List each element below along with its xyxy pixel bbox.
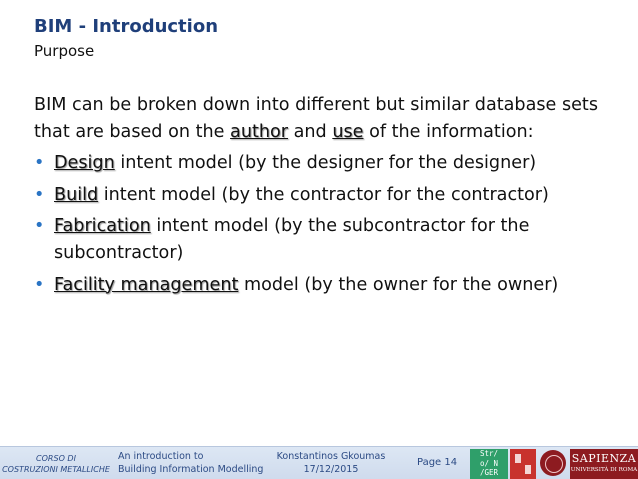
logo-line-3: /GER <box>479 468 499 477</box>
lecture-title <box>118 450 263 476</box>
course-name <box>0 453 112 475</box>
bullet-dot-icon: • <box>34 153 45 174</box>
list-item-fabrication <box>34 213 614 266</box>
department-logo-icon <box>510 449 536 479</box>
build-term: Build <box>54 184 99 205</box>
author-name: Konstantinos Gkoumas <box>276 451 386 462</box>
author-date <box>275 450 387 476</box>
bullet-dot-icon: • <box>34 216 45 237</box>
university-name: SAPIENZA <box>571 452 637 465</box>
intro-text-2: and <box>288 121 333 142</box>
page-number: Page 14 <box>417 457 458 468</box>
university-logo <box>570 449 638 479</box>
course-line-1: CORSO DI <box>36 454 76 463</box>
course-line-2: COSTRUZIONI METALLICHE <box>2 465 110 474</box>
intro-text-3: of the information: <box>363 121 534 142</box>
lecture-line-2: Building Information Modelling <box>118 464 264 475</box>
intro-text-1: BIM can be broken down into different but similar database sets that are based on the <box>34 95 598 142</box>
slide-footer <box>0 446 638 479</box>
list-item-build <box>34 182 614 209</box>
bullet-dot-icon: • <box>34 184 45 205</box>
model-list <box>34 150 614 298</box>
logo-line-2: o/ N <box>479 458 499 468</box>
logo-line-1: Str/ <box>479 449 499 458</box>
structural-engineering-logo-icon <box>470 449 508 479</box>
university-subtitle: UNIVERSITÀ DI ROMA <box>570 467 638 473</box>
intro-paragraph <box>34 92 614 145</box>
author-term: author <box>230 121 289 142</box>
facility-management-description: model (by the owner for the owner) <box>238 274 559 295</box>
lecture-date: 17/12/2015 <box>303 464 359 475</box>
university-seal-icon <box>540 450 566 476</box>
slide-body <box>34 92 614 298</box>
design-term: Design <box>54 153 115 174</box>
fabrication-description: intent model (by the subcontractor for the subcontractor) <box>54 216 530 263</box>
lecture-line-1: An introduction to <box>118 451 204 462</box>
slide-title: BIM - Introduction <box>34 16 219 37</box>
bullet-dot-icon: • <box>34 274 45 295</box>
build-description: intent model (by the contractor for the contractor) <box>98 184 549 205</box>
facility-management-term: Facility management <box>54 274 239 295</box>
list-item-facility-management <box>34 272 614 299</box>
slide-subtitle: Purpose <box>34 42 95 60</box>
fabrication-term: Fabrication <box>54 216 151 237</box>
design-description: intent model (by the designer for the designer) <box>114 153 537 174</box>
list-item-design <box>34 150 614 177</box>
use-term: use <box>332 121 364 142</box>
